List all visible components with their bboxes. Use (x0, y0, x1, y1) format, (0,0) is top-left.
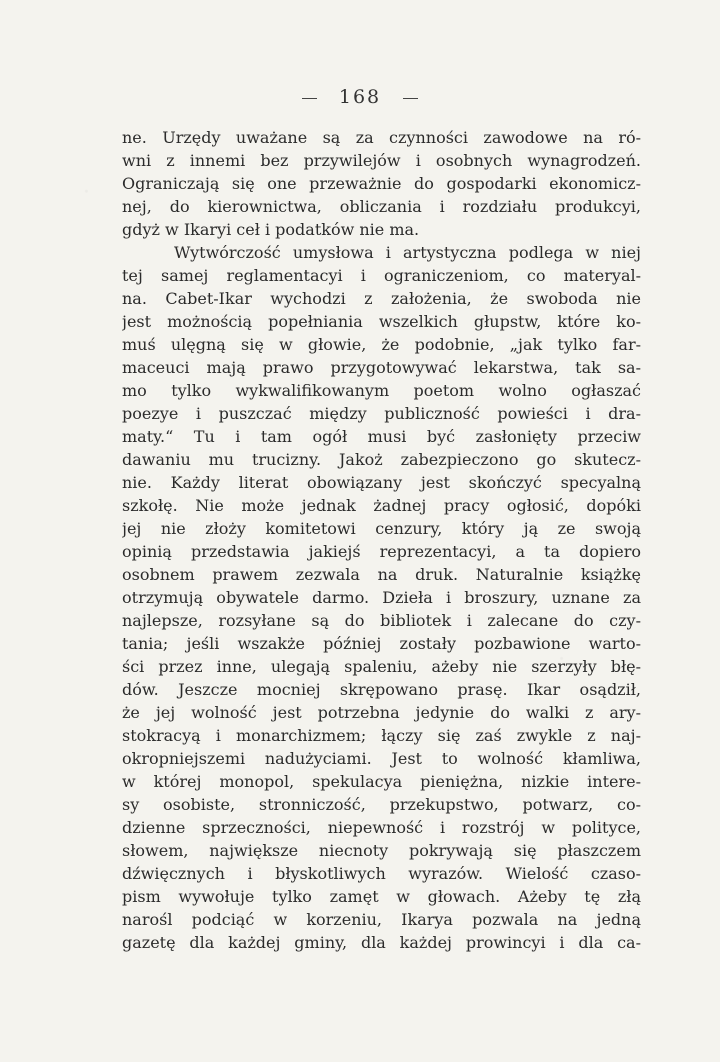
text-line: na. Cabet-Ikar wychodzi z założenia, że swoboda nie (122, 289, 641, 308)
text-line: słowem, największe niecnoty pokrywają się płaszczem (122, 841, 641, 860)
text-line: opinią przedstawia jakiejś reprezentacyi, a ta dopiero (122, 542, 641, 561)
text-line: Ograniczają się one przeważnie do gospodarki ekonomicz- (122, 174, 641, 193)
text-line: okropniejszemi nadużyciami. Jest to wolność kłamliwa, (122, 749, 641, 768)
page-number-value: 168 (338, 86, 382, 108)
text-line: jej nie złoży komitetowi cenzury, który ją ze swoją (122, 519, 641, 538)
text-line: muś ulęgną się w głowie, że podobnie, „jak tylko far- (122, 335, 641, 354)
text-line: stokracyą i monarchizmem; łączy się zaś zwykle z naj- (122, 726, 641, 745)
text-line: narośl podciąć w korzeniu, Ikarya pozwala na jedną (122, 910, 641, 929)
page-number (0, 86, 720, 108)
text-line: tej samej reglamentacyi i ograniczeniom, co materyal- (122, 266, 641, 285)
text-line: tania; jeśli wszakże później zostały pozbawione warto- (122, 634, 641, 653)
text-line: dów. Jeszcze mocniej skrępowano prasę. Ikar osądził, (122, 680, 641, 699)
text-line: ne. Urzędy uważane są za czynności zawodowe na ró- (122, 128, 641, 147)
text-line: wni z innemi bez przywilejów i osobnych wynagrodzeń. (122, 151, 641, 170)
text-line: poezye i puszczać między publiczność powieści i dra- (122, 404, 641, 423)
text-line: jest możnością popełniania wszelkich głupstw, które ko- (122, 312, 641, 331)
text-line: maty.“ Tu i tam ogół musi być zasłonięty przeciw (122, 427, 641, 446)
text-line: dźwięcznych i błyskotliwych wyrazów. Wielość czaso- (122, 864, 641, 883)
text-line: Wytwórczość umysłowa i artystyczna podlega w niej (174, 243, 641, 262)
text-line: otrzymują obywatele darmo. Dzieła i broszury, uznane za (122, 588, 641, 607)
text-line: osobnem prawem zezwala na druk. Naturalnie książkę (122, 565, 641, 584)
text-line: szkołę. Nie może jednak żadnej pracy ogłosić, dopóki (122, 496, 641, 515)
page-number-left-dash (302, 98, 317, 99)
text-line: w której monopol, spekulacya pieniężna, nizkie intere- (122, 772, 641, 791)
text-line: dzienne sprzeczności, niepewność i rozstrój w polityce, (122, 818, 641, 837)
text-line: pism wywołuje tylko zamęt w głowach. Ażeby tę złą (122, 887, 641, 906)
text-line: że jej wolność jest potrzebna jedynie do walki z ary- (122, 703, 641, 722)
text-line: maceuci mają prawo przygotowywać lekarstwa, tak sa- (122, 358, 641, 377)
text-line: najlepsze, rozsyłane są do bibliotek i zalecane do czy- (122, 611, 641, 630)
text-line: nie. Każdy literat obowiązany jest skończyć specyalną (122, 473, 641, 492)
page-number-right-dash (403, 98, 418, 99)
text-line: gdyż w Ikaryi ceł i podatków nie ma. (122, 220, 420, 239)
text-line: ści przez inne, ulegają spaleniu, ażeby nie szerzyły błę- (122, 657, 641, 676)
text-line: gazetę dla każdej gminy, dla każdej prowincyi i dla ca- (122, 933, 641, 952)
text-line: dawaniu mu trucizny. Jakoż zabezpieczono go skutecz- (122, 450, 641, 469)
text-line: sy osobiste, stronniczość, przekupstwo, potwarz, co- (122, 795, 641, 814)
text-line: nej, do kierownictwa, obliczania i rozdziału produkcyi, (122, 197, 641, 216)
text-line: mo tylko wykwalifikowanym poetom wolno ogłaszać (122, 381, 641, 400)
